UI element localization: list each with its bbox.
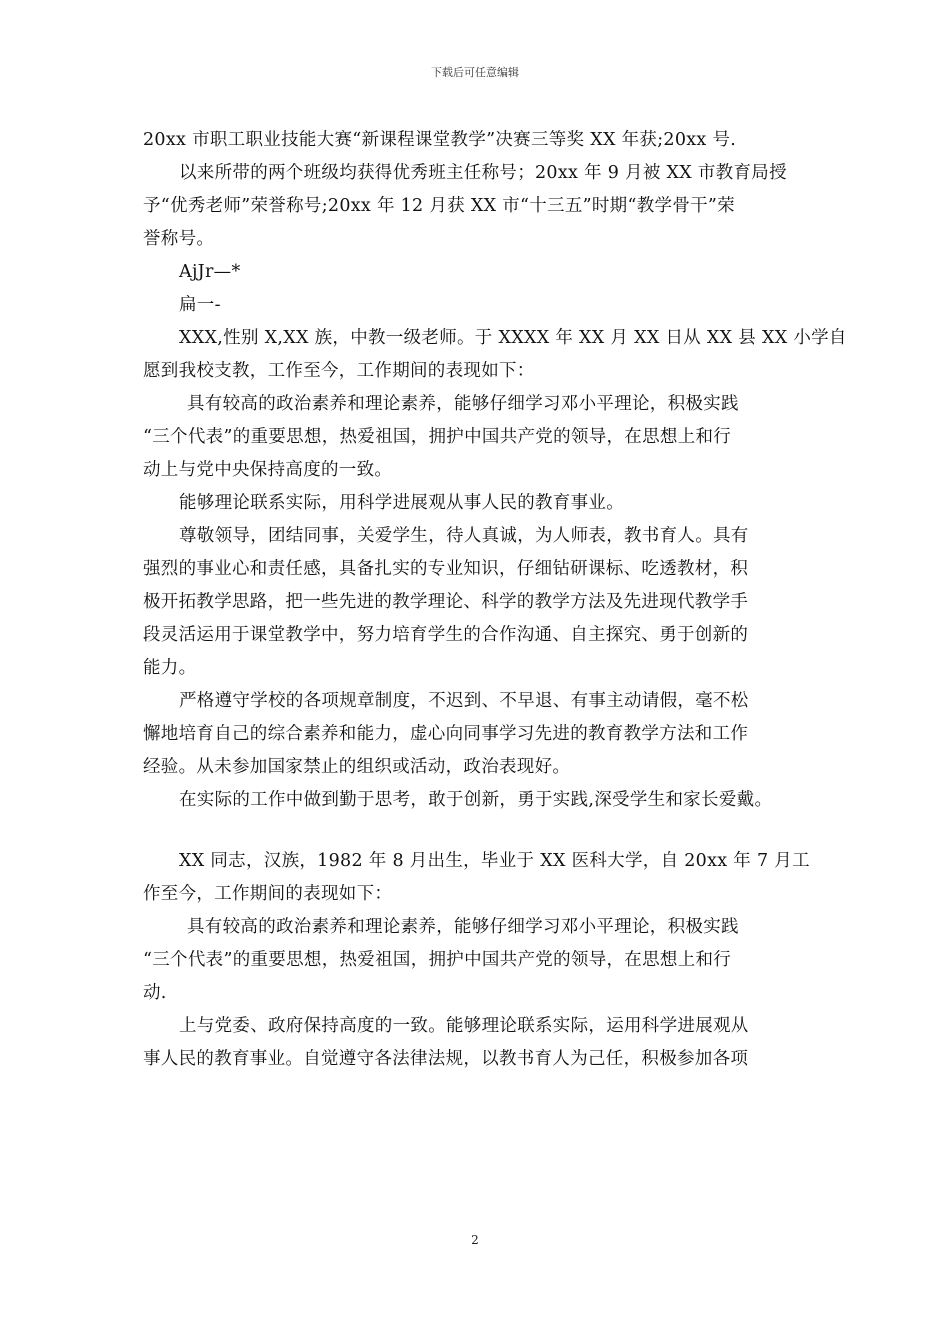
- text-line: 誉称号。: [143, 229, 215, 249]
- text-line: 极开拓教学思路，把一些先进的教学理论、科学的教学方法及先进现代教学手: [143, 592, 749, 612]
- text-line: 段灵活运用于课堂教学中，努力培育学生的合作沟通、自主探究、勇于创新的: [143, 625, 749, 645]
- text-line: “三个代表”的重要思想，热爱祖国，拥护中国共产党的领导，在思想上和行: [143, 950, 732, 970]
- document-body: [143, 124, 847, 1076]
- text-line: 尊敬领导，团结同事，关爱学生，待人真诚，为人师表，教书育人。具有: [179, 526, 749, 546]
- text-line: 以来所带的两个班级均获得优秀班主任称号；20xx 年 9 月被 XX 市教育局授: [179, 163, 787, 183]
- text-line: 强烈的事业心和责任感，具备扎实的专业知识，仔细钻研课标、吃透教材，积: [143, 559, 749, 579]
- text-line: 能力。: [143, 658, 197, 678]
- text-line: 愿到我校支教，工作至今，工作期间的表现如下：: [143, 361, 535, 381]
- text-line: 动.: [143, 983, 167, 1003]
- paragraph-gap: [143, 817, 823, 845]
- text-line: 具有较高的政治素养和理论素养，能够仔细学习邓小平理论，积极实践: [187, 394, 739, 414]
- text-line: XX 同志，汉族，1982 年 8 月出生，毕业于 XX 医科大学，自 20xx 年 7 月工: [179, 851, 810, 871]
- text-line: 事人民的教育事业。自觉遵守各法律法规，以教书育人为己任，积极参加各项: [143, 1049, 749, 1069]
- text-line: 具有较高的政治素养和理论素养，能够仔细学习邓小平理论，积极实践: [187, 917, 739, 937]
- text-line: 予“优秀老师”荣誉称号;20xx 年 12 月获 XX 市“十三五”时期“教学骨干”荣: [143, 196, 735, 216]
- text-line: 懈地培育自己的综合素养和能力，虚心向同事学习先进的教育教学方法和工作: [143, 724, 749, 744]
- page-number: 2: [471, 1233, 479, 1247]
- text-line: XXX,性别 X,XX 族，中教一级老师。于 XXXX 年 XX 月 XX 日从 XX 县 XX 小学自: [179, 328, 847, 348]
- text-line: 动上与党中央保持高度的一致。: [143, 460, 393, 480]
- text-line: 上与党委、政府保持高度的一致。能够理论联系实际，运用科学进展观从: [179, 1016, 749, 1036]
- text-line: AjJr—*: [179, 262, 241, 282]
- text-line: 扁一-: [179, 295, 221, 315]
- text-line: 20xx 市职工职业技能大赛“新课程课堂教学”决赛三等奖 XX 年获;20xx 号.: [143, 130, 737, 150]
- text-line: 经验。从未参加国家禁止的组织或活动，政治表现好。: [143, 757, 571, 777]
- text-line: “三个代表”的重要思想，热爱祖国，拥护中国共产党的领导，在思想上和行: [143, 427, 732, 447]
- text-line: 在实际的工作中做到勤于思考，敢于创新，勇于实践,深受学生和家长爱戴。: [179, 790, 773, 810]
- text-line: 作至今，工作期间的表现如下：: [143, 884, 393, 904]
- text-line: 能够理论联系实际，用科学进展观从事人民的教育事业。: [179, 493, 624, 513]
- text-line: 严格遵守学校的各项规章制度，不迟到、不早退、有事主动请假，毫不松: [179, 691, 749, 711]
- page-header: 下载后可任意编辑: [431, 66, 519, 79]
